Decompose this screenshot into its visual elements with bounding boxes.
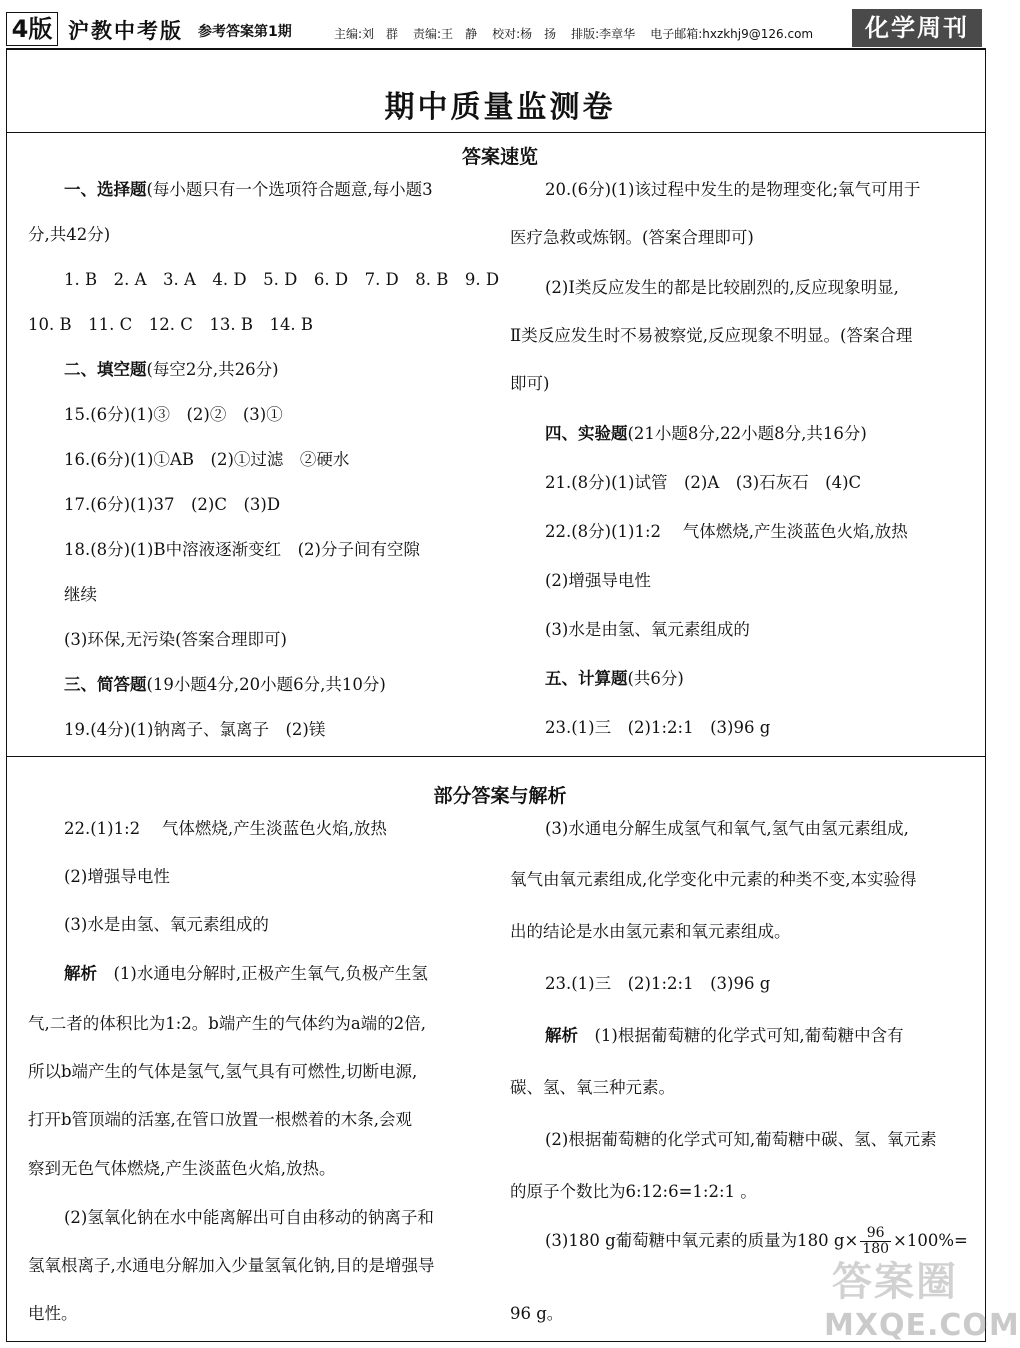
credits [334,25,813,42]
analysis-paragraph: 解析 (1)水通电分解时,正极产生氧气,负极产生氢 [64,964,428,983]
answer-line: (2)增强导电性 [545,571,651,590]
answer-line: 22.(8分)(1)1:2 气体燃烧,产生淡蓝色火焰,放热 [545,522,908,541]
answer-line: 20.(6分)(1)该过程中发生的是物理变化;氧气可用于 [545,180,921,199]
text-line: 出的结论是水由氢元素和氧元素组成。 [510,922,791,941]
answer-line: 21.(8分)(1)试管 (2)A (3)石灰石 (4)C [545,473,862,492]
text-line: 氧气由氧元素组成,化学变化中元素的种类不变,本实验得 [510,870,917,889]
answer-line: 1. B 2. A 3. A 4. D 5. D 6. D 7. D 8. B 9. D [64,270,500,289]
watermark-site: MXQE.COM [824,1308,1020,1343]
answer-line: 17.(6分)(1)37 (2)C (3)D [64,495,281,514]
credit-proofreader: 校对:杨 扬 [492,27,557,41]
formula-suffix: ×100%= [893,1231,968,1250]
answer-line: 16.(6分)(1)①AB (2)①过滤 ②硬水 [64,450,350,469]
edition-label: 4版 [6,12,58,46]
answer-line: 医疗急救或炼钢。(答案合理即可) [510,228,754,247]
answer-line: 18.(8分)(1)B中溶液逐渐变红 (2)分子间有空隙 [64,540,420,559]
credit-typesetter: 排版:李章华 [571,27,636,41]
section-heading-calculation: 五、计算题(共6分) [545,669,684,688]
fraction-denominator: 180 [862,1241,890,1257]
watermark-logo: 答案圈 [832,1259,958,1305]
credit-responsible-editor: 责编:王 静 [413,27,478,41]
text-line: (2)根据葡萄糖的化学式可知,葡萄糖中碳、氢、氧元素 [545,1130,937,1149]
text-line: 打开b管顶端的活塞,在管口放置一根燃着的木条,会观 [28,1110,413,1129]
answer-line: (3)水是由氢、氧元素组成的 [64,915,269,934]
section-heading-choice: 一、选择题(每小题只有一个选项符合题意,每小题3 [64,180,433,199]
answer-line: 15.(6分)(1)③ (2)② (3)① [64,405,283,424]
text-line: 气,二者的体积比为1:2。b端产生的气体约为a端的2倍, [28,1014,426,1033]
section-heading-fill: 二、填空题(每空2分,共26分) [64,360,279,379]
overview-heading: 答案速览 [461,146,538,168]
answer-line: (2)Ⅰ类反应发生的都是比较剧烈的,反应现象明显, [545,278,899,297]
section-heading-experiment: 四、实验题(21小题8分,22小题8分,共16分) [545,424,867,443]
answer-line: 10. B 11. C 12. C 13. B 14. B [28,315,314,334]
text-line: 氢氧根离子,水通电分解加入少量氢氧化钠,目的是增强导 [28,1256,435,1275]
answer-line: 23.(1)三 (2)1:2:1 (3)96 g [545,718,771,737]
answer-line: 23.(1)三 (2)1:2:1 (3)96 g [545,974,771,993]
answer-line: (2)增强导电性 [64,867,170,886]
edition-subtitle: 参考答案第1期 [198,24,292,40]
text-line: 所以b端产生的气体是氢气,氢气具有可燃性,切断电源, [28,1062,418,1081]
title-divider [6,132,986,133]
watermark [818,1250,1020,1343]
answer-line: 22.(1)1:2 气体燃烧,产生淡蓝色火焰,放热 [64,819,387,838]
answer-line: Ⅱ类反应发生时不易被察觉,反应现象不明显。(答案合理 [510,326,913,345]
page-title: 期中质量监测卷 [384,90,616,125]
text-line: 碳、氢、氧三种元素。 [510,1078,675,1097]
edition-title: 沪教中考版 [68,19,183,43]
text-line: 电性。 [28,1304,78,1323]
answer-line: (3)环保,无污染(答案合理即可) [64,630,287,649]
section-divider [6,756,986,757]
fraction-numerator: 96 [860,1226,891,1242]
formula-result: 96 g。 [510,1304,564,1323]
analysis-paragraph: 解析 (1)根据葡萄糖的化学式可知,葡萄糖中含有 [545,1026,904,1045]
answer-line: 19.(4分)(1)钠离子、氯离子 (2)镁 [64,720,326,739]
text-line: (3)水通电分解生成氢气和氧气,氢气由氢元素组成, [545,819,909,838]
answer-line: 继续 [64,585,97,604]
answer-line: 即可) [510,374,550,393]
formula-prefix: (3)180 g葡萄糖中氧元素的质量为180 g× [545,1231,859,1250]
masthead [0,0,1000,48]
answer-line: (3)水是由氢、氧元素组成的 [545,620,750,639]
section-heading-short-answer: 三、简答题(19小题4分,20小题6分,共10分) [64,675,386,694]
analysis-heading: 部分答案与解析 [433,785,567,807]
brand-logo: 化学周刊 [852,9,982,47]
text-line: 察到无色气体燃烧,产生淡蓝色火焰,放热。 [28,1159,336,1178]
text-line: 分,共42分) [28,225,111,244]
credit-editor: 主编:刘 群 [334,27,399,41]
credit-email: 电子邮箱:hxzkhj9@126.com [650,27,814,41]
text-line: 的原子个数比为6:12:6=1:2:1 。 [510,1182,757,1201]
text-line: (2)氢氧化钠在水中能离解出可自由移动的钠离子和 [64,1208,434,1227]
